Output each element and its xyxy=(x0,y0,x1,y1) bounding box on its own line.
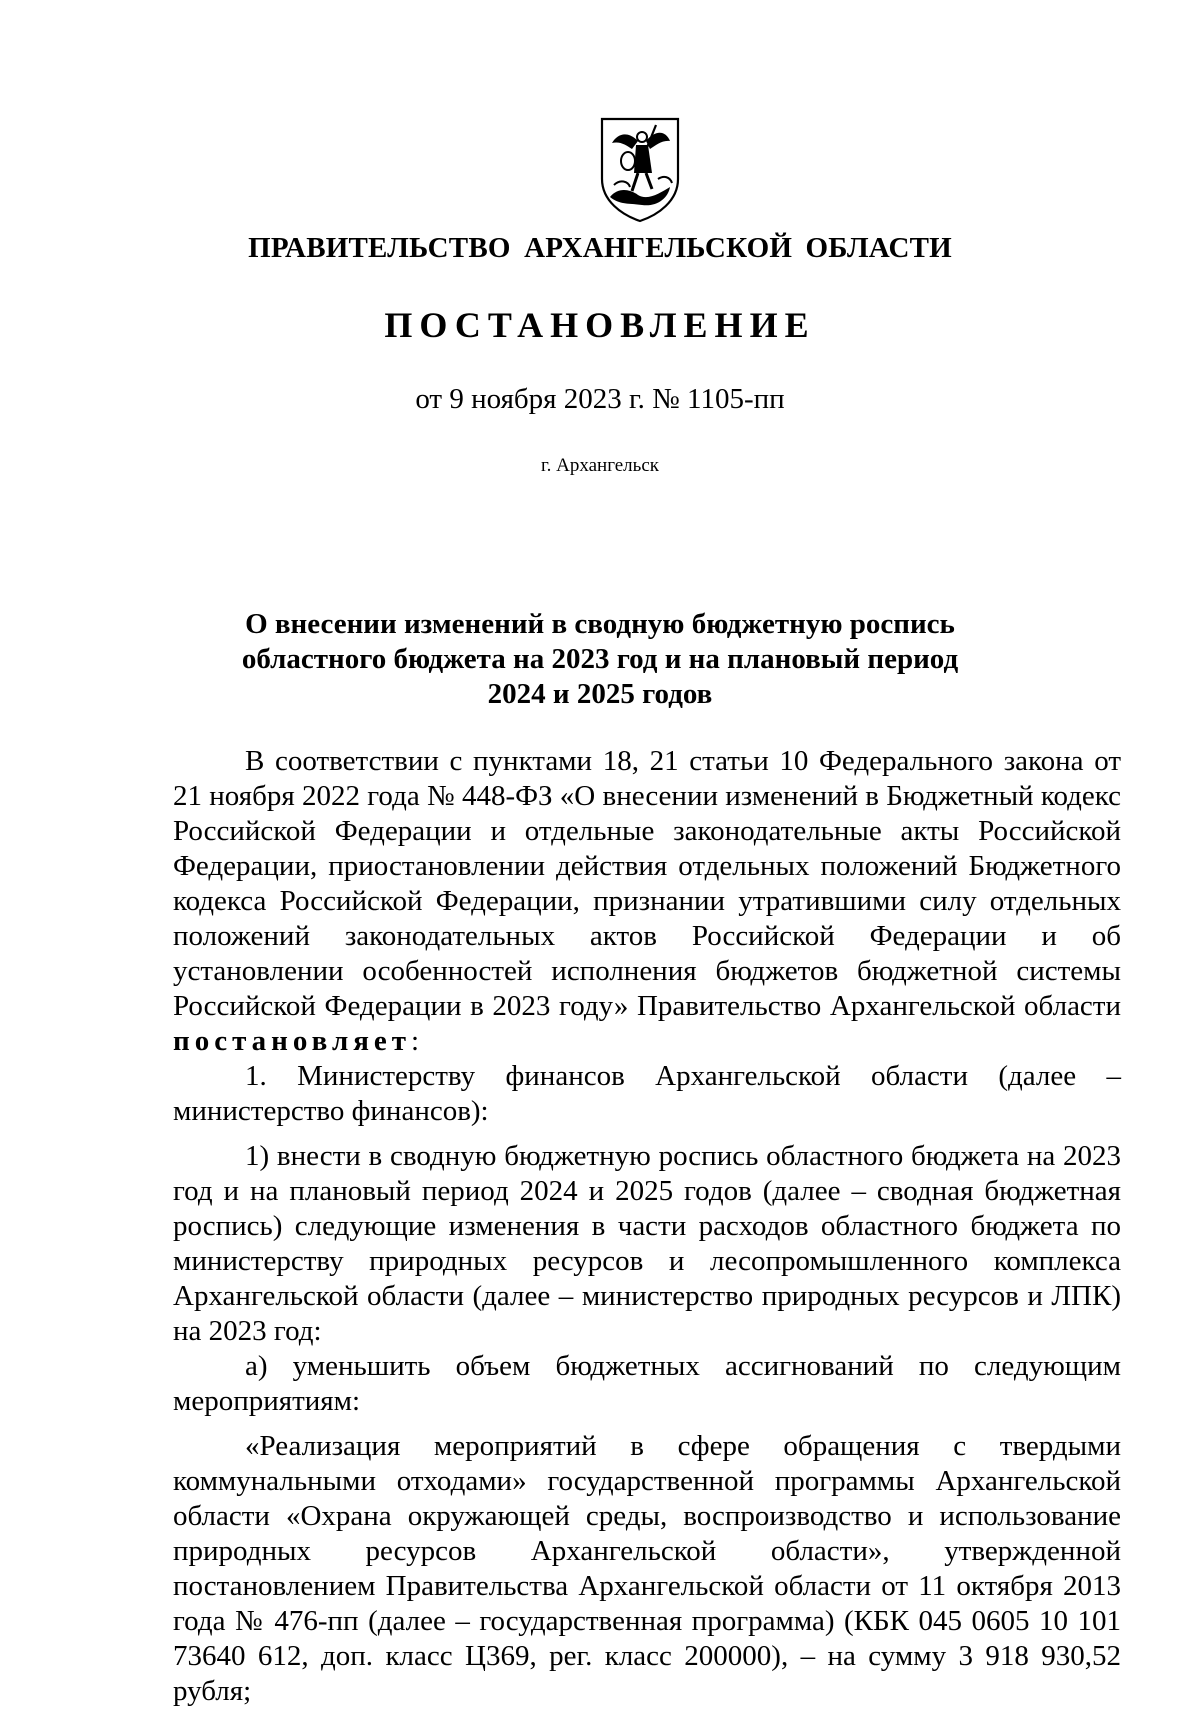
paragraph-subitem-1: 1) внести в сводную бюджетную роспись областного бюджета на 2023 год и на плановый период 2024 и 2025 годов (далее – сводная бюджетная роспись) следующие изменения в части расходов областного бюджета по министерству природных ресурсов и лесопромышленного комплекса Архангельской области (далее – министерство природных ресурсов и ЛПК) на 2023 год: xyxy=(173,1140,1121,1347)
title-line: 2024 и 2025 годов xyxy=(487,678,713,710)
title-line: областного бюджета на 2023 год и на плановый период xyxy=(241,643,959,675)
document-title xyxy=(200,607,1000,712)
document-body xyxy=(173,744,1121,1709)
organization-name: ПРАВИТЕЛЬСТВО АРХАНГЕЛЬСКОЙ ОБЛАСТИ xyxy=(248,232,952,264)
coat-of-arms-icon xyxy=(598,115,682,225)
resolves-word: постановляет xyxy=(173,1025,412,1057)
paragraph-item-1: 1. Министерству финансов Архангельской области (далее – министерство финансов): xyxy=(173,1060,1121,1127)
document-city: г. Архангельск xyxy=(540,455,659,476)
paragraph-subitem-a: а) уменьшить объем бюджетных ассигнований по следующим мероприятиям: xyxy=(173,1350,1121,1417)
preamble-colon: : xyxy=(411,1025,420,1057)
preamble-text: В соответствии с пунктами 18, 21 статьи 10 Федерального закона от 21 ноября 2022 года № 448-ФЗ «О внесении изменений в Бюджетный кодекс Российской Федерации и отдельные законодательные акты Российской Федерации, приостановлении действия отдельных положений Бюджетного кодекса Российской Федерации, признании утратившими силу отдельных положений законодательных актов Российской Федерации и об установлении особенностей исполнения бюджетов бюджетной системы Российской Федерации в 2023 году» Правительство Архангельской области xyxy=(173,745,1121,1022)
document-type: ПОСТАНОВЛЕНИЕ xyxy=(384,305,816,345)
preamble-paragraph xyxy=(173,744,1121,1059)
document-date-number: от 9 ноября 2023 г. № 1105-пп xyxy=(415,383,785,415)
title-line: О внесении изменений в сводную бюджетную роспись xyxy=(245,608,955,640)
paragraph-measure: «Реализация мероприятий в сфере обращения с твердыми коммунальными отходами» государственной программы Архангельской области «Охрана окружающей среды, воспроизводство и использование природных ресурсов Архангельской области», утвержденной постановлением Правительства Архангельской области от 11 октября 2013 года № 476-пп (далее – государственная программа) (КБК 045 0605 10 101 73640 612, доп. класс Ц369, рег. класс 200000), – на сумму 3 918 930,52 рубля; xyxy=(173,1430,1121,1707)
